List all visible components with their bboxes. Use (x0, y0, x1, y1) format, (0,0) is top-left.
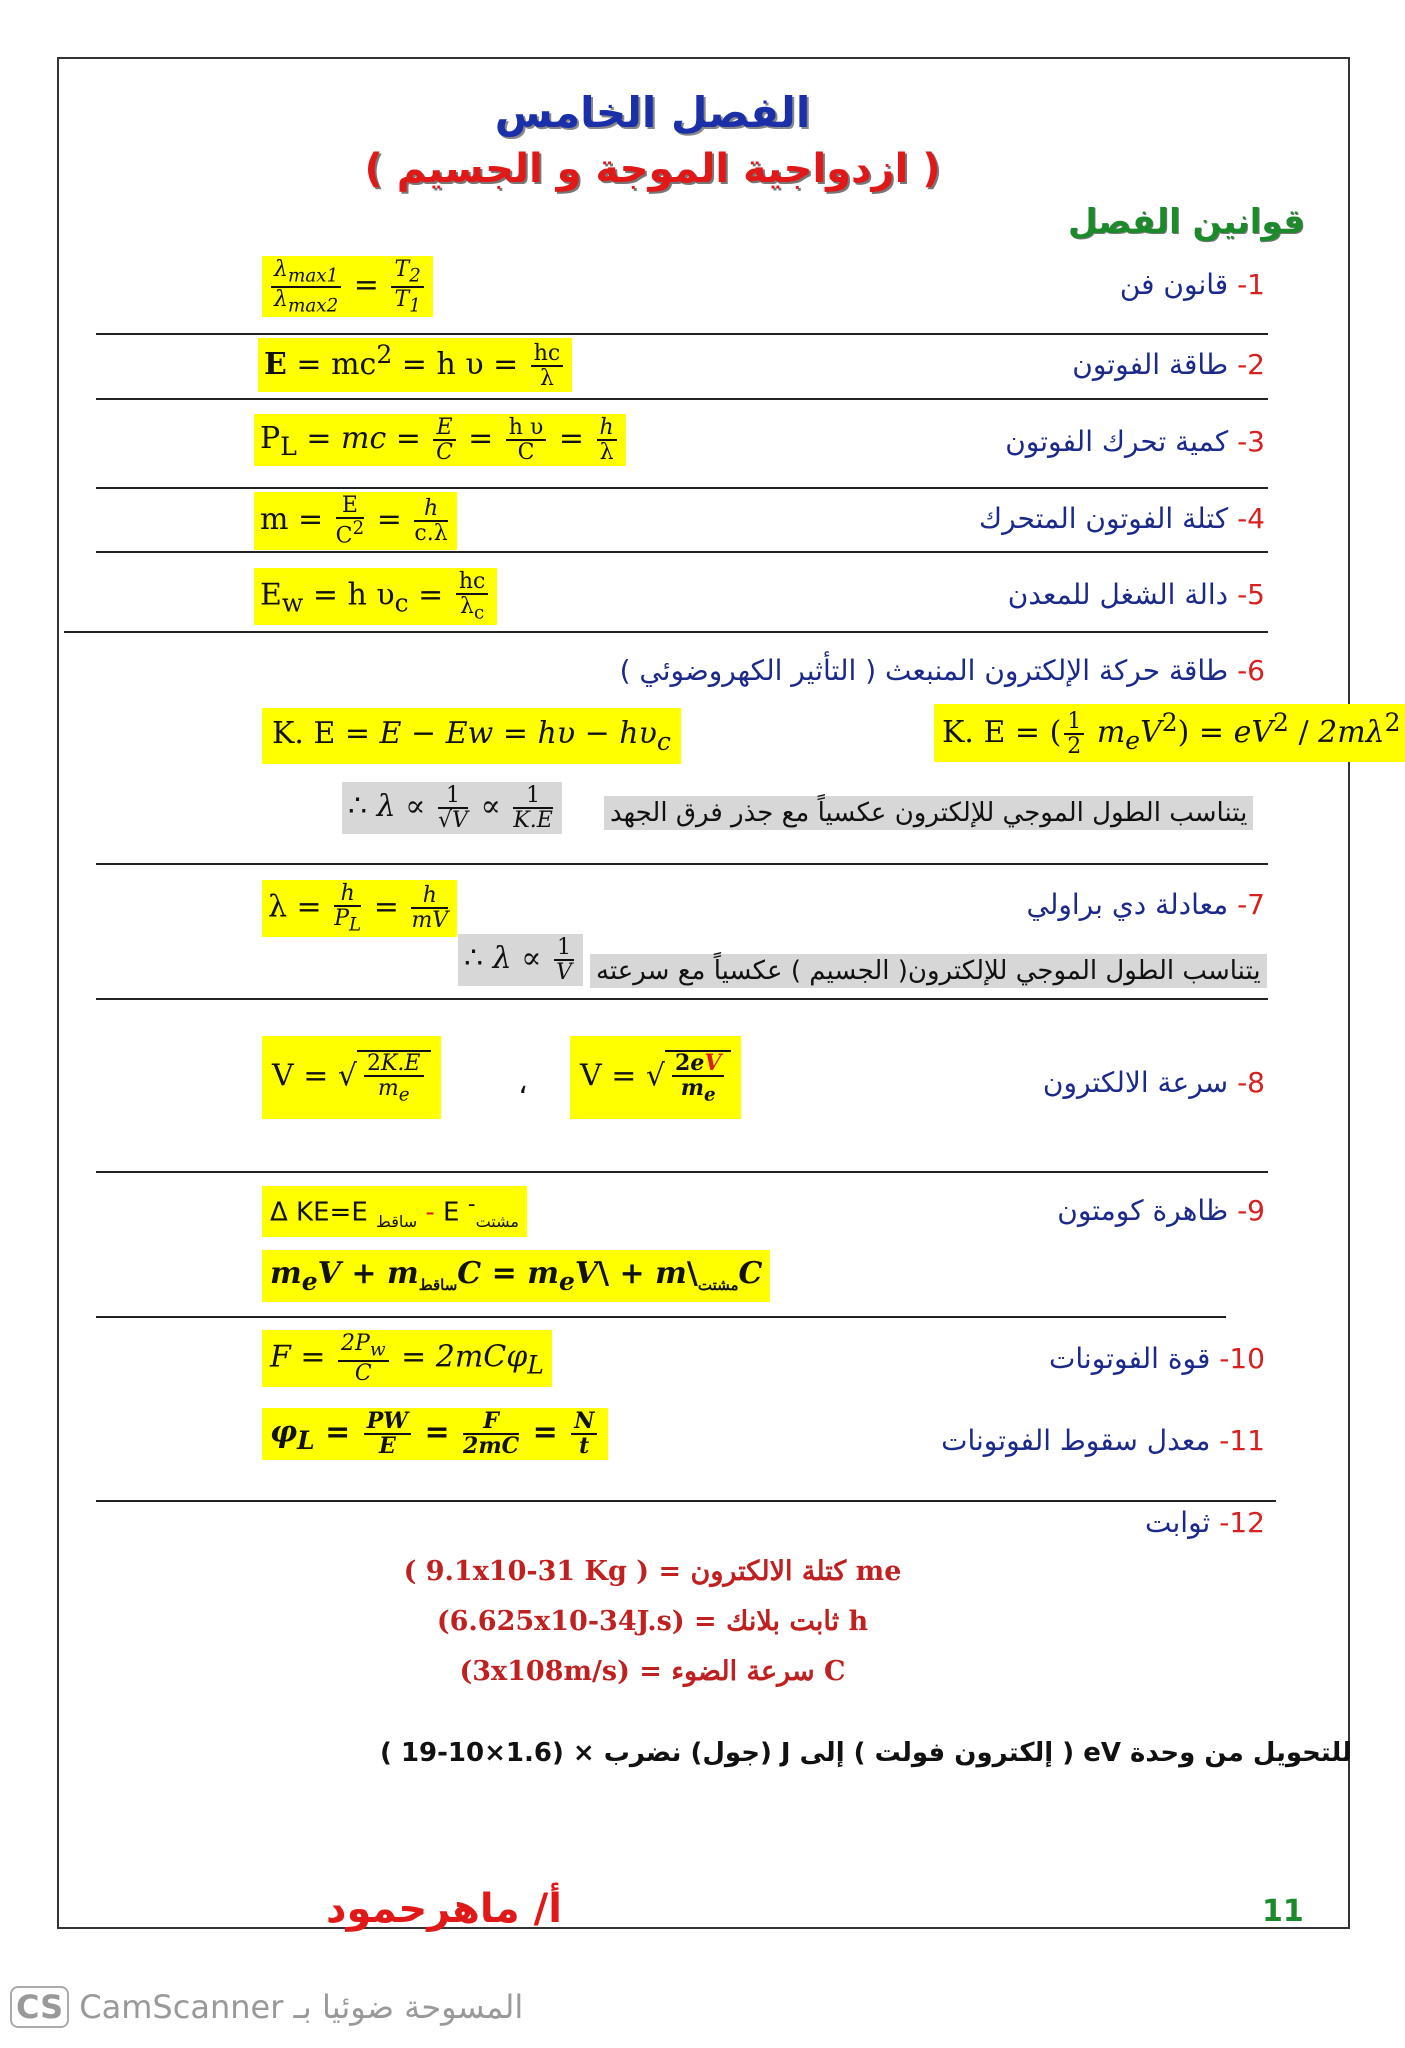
comma-separator: ، (518, 1066, 528, 1101)
chapter-subtitle: ( ازدواجية الموجة و الجسيم ) (364, 146, 941, 192)
divider (96, 333, 1268, 335)
formula-compton-momentum: $m_eV + m_{ساقط}C$ = $m_eV\backslash$ + $m\backslash_{مشتت}C$ (262, 1250, 770, 1302)
divider (96, 1316, 1226, 1318)
formula-kinetic-energy: K. $E = E - Ew = h\upsilon - h\upsilon_c$ (262, 708, 681, 764)
formula-wien: $\frac{\lambda_{max1}}{\lambda_{max2}}$ = $\frac{T_2}{T_1}$ (262, 256, 433, 317)
formula-photon-energy: $E = mc^2 = h$ υ = $\frac{hc}{\lambda}$ (258, 338, 572, 392)
law-1-label: 1- قانون فن (1119, 268, 1265, 301)
constant-light-speed: (3x108m/s) = سرعة الضوء C (459, 1656, 846, 1687)
divider (96, 998, 1268, 1000)
conversion-note: للتحويل من وحدة eV ( إلكترون فولت ) إلى J (جول) نضرب × (1.6×10-19 ) (380, 1738, 1352, 1768)
formula-photon-momentum: $P_L$ = mc = $\frac{E}{C}$ = $\frac{\text{h υ}}{C}$ = $\frac{h}{\lambda}$ (254, 414, 626, 466)
law-7-label: 7- معادلة دي براولي (1026, 888, 1265, 921)
formula-de-broglie: λ = $\frac{h}{P_L}$ = $\frac{h}{mV}$ (262, 880, 457, 937)
law-2-label: 2- طاقة الفوتون (1072, 348, 1265, 381)
section-title: قوانين الفصل (1067, 202, 1305, 242)
law-7-note: يتناسب الطول الموجي للإلكترون( الجسيم ) عكسياً مع سرعته (590, 954, 1267, 988)
divider (96, 1500, 1276, 1502)
constant-planck: (6.625x10-34J.s) = ثابت بلانك h (436, 1606, 869, 1637)
chapter-title: الفصل الخامس (494, 88, 811, 137)
law-12-label: 12- ثوابت (1145, 1506, 1265, 1539)
author-signature: أ/ ماهرحمود (326, 1886, 562, 1932)
law-4-label: 4- كتلة الفوتون المتحرك (978, 502, 1265, 535)
divider (96, 398, 1268, 400)
page-frame (57, 57, 1350, 1929)
divider (96, 487, 1268, 489)
divider (96, 863, 1268, 865)
formula-photon-rate: $\varphi_L$ = $\frac{PW}{E}$ = $\frac{F}{2mC}$ = $\frac{N}{t}$ (262, 1408, 608, 1460)
law-11-label: 11- معدل سقوط الفوتونات (941, 1424, 1265, 1457)
page-number: 11 (1262, 1894, 1304, 1929)
formula-kinetic-energy-2: K. E = ( $\frac{1}{2}$ $m_eV^2) = eV^2 / 2m\lambda^2$ (934, 704, 1405, 762)
constant-electron-mass: ( 9.1x10-31 Kg ) = كتلة الالكترون me (403, 1556, 902, 1587)
law-9-label: 9- ظاهرة كومتون (1057, 1194, 1265, 1227)
formula-velocity-ev: V = √ $\frac{2eV}{m_e}$ (570, 1036, 741, 1119)
formula-photon-mass: m = $\frac{E}{C^2}$ = $\frac{h}{c.\lambda}$ (254, 492, 457, 550)
law-3-label: 3- كمية تحرك الفوتون (1005, 425, 1265, 458)
law-10-label: 10- قوة الفوتونات (1049, 1342, 1265, 1375)
formula-work-function: $E_w = h$ $\upsilon_c$ = $\frac{hc}{\lambda_c}$ (254, 568, 497, 625)
camscanner-logo-icon: CS (10, 1986, 69, 2028)
formula-velocity-proportion: ∴ λ ∝ $\frac{1}{V}$ (458, 934, 583, 986)
divider (64, 631, 1268, 633)
law-8-label: 8- سرعة الالكترون (1042, 1066, 1265, 1099)
formula-photon-force: F = $\frac{2P_w}{C}$ = 2mCφ$_L$ (262, 1330, 552, 1387)
law-6-note: يتناسب الطول الموجي للإلكترون عكسياً مع جذر فرق الجهد (604, 796, 1253, 830)
law-6-label: 6- طاقة حركة الإلكترون المنبعث ( التأثير الكهروضوئي ) (619, 654, 1265, 687)
formula-wavelength-proportion: ∴ λ ∝ $\frac{1}{√V}$ ∝ $\frac{1}{K.E}$ (342, 782, 562, 834)
law-5-label: 5- دالة الشغل للمعدن (1007, 578, 1265, 611)
formula-velocity-ke: V = √ $\frac{2K.E}{m_e}$ (262, 1036, 441, 1119)
divider (96, 1171, 1268, 1173)
camscanner-watermark: CS CamScanner المسوحة ضوئيا بـ (10, 1986, 523, 2028)
divider (96, 551, 1268, 553)
formula-compton-energy: Δ KE=E $_{ساقط}$ - E -$_{مشتت}$ (262, 1186, 527, 1237)
